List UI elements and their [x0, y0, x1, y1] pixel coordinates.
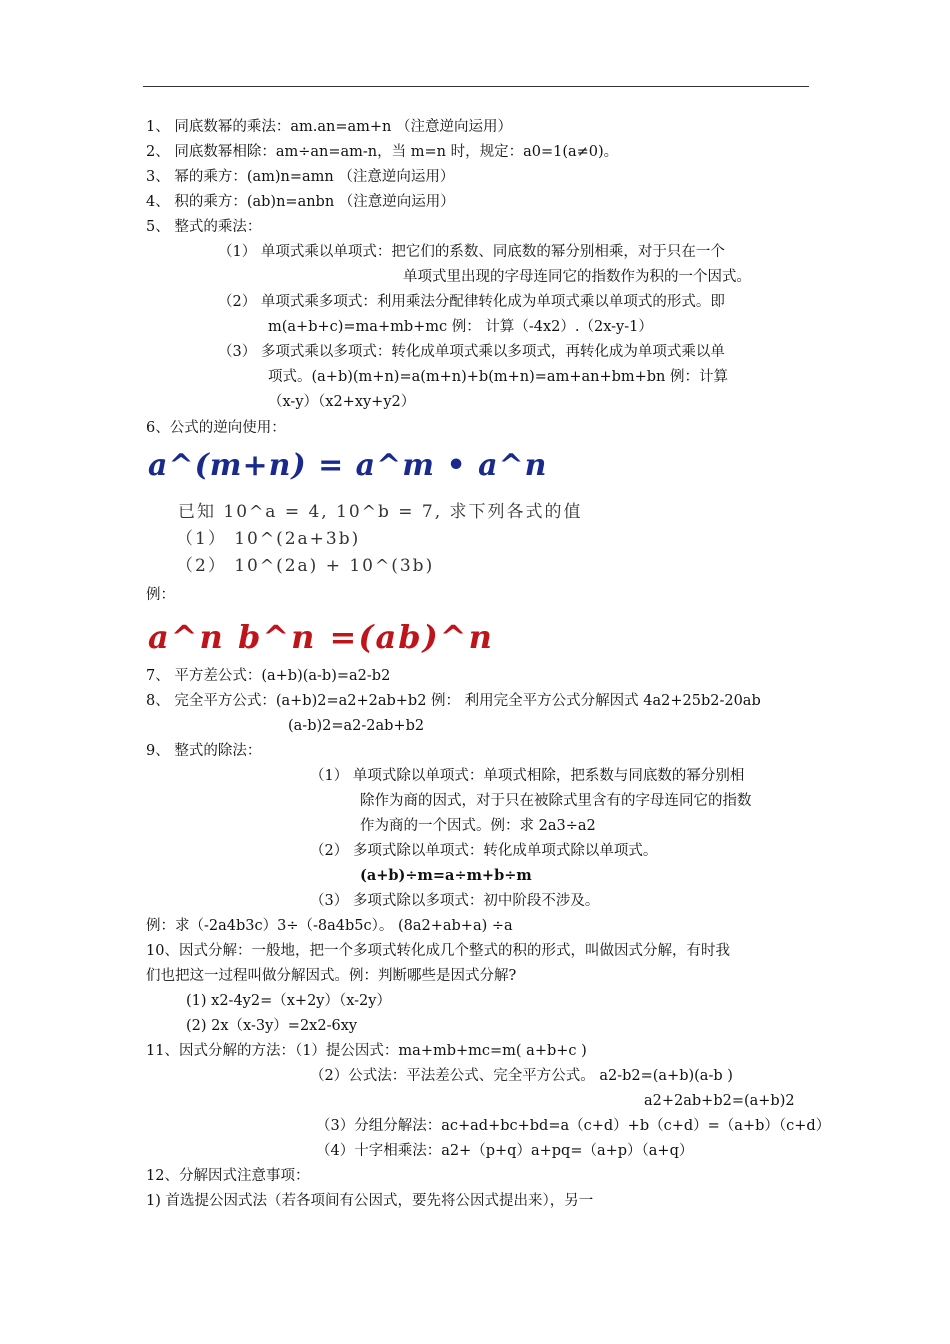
- line-3: 3、 幂的乘方：(am)n=amn （注意逆向运用）: [146, 169, 455, 185]
- line-8a: 8、 完全平方公式：(a+b)2=a2+2ab+b2 例： 利用完全平方公式分解因式 4a2+25b2-20ab: [146, 693, 761, 709]
- line-9-2a: （2） 多项式除以单项式：转化成单项式除以单项式。: [310, 843, 658, 859]
- line-2: 2、 同底数幂相除：am÷an=am-n，当 m=n 时，规定：a0=1(a≠0)。: [146, 144, 619, 160]
- line-12-1: 1) 首选提公因式法（若各项间有公因式，要先将公因式提出来），另一: [146, 1193, 594, 1209]
- line-6-example: 例：: [146, 587, 175, 603]
- line-5-3c: （x-y）（x2+xy+y2）: [268, 394, 416, 410]
- scan-question: 已知 10^a = 4, 10^b = 7, 求下列各式的值: [178, 502, 583, 522]
- line-10b: 们也把这一过程叫做分解因式。例：判断哪些是因式分解?: [146, 968, 517, 984]
- line-4: 4、 积的乘方：(ab)n=anbn （注意逆向运用）: [146, 194, 455, 210]
- header-rule: [143, 86, 809, 87]
- line-5-2b: m(a+b+c)=ma+mb+mc 例： 计算（-4x2）.（2x-y-1）: [268, 319, 653, 335]
- line-9-3: （3） 多项式除以多项式：初中阶段不涉及。: [310, 893, 600, 909]
- line-10-1: (1) x2-4y2=（x+2y）（x-2y）: [186, 993, 391, 1009]
- line-5: 5、 整式的乘法：: [146, 219, 262, 235]
- line-9: 9、 整式的除法：: [146, 743, 262, 759]
- line-5-1a: （1） 单项式乘以单项式：把它们的系数、同底数的幂分别相乘，对于只在一个: [218, 244, 725, 260]
- line-5-3b: 项式。(a+b)(m+n)=a(m+n)+b(m+n)=am+an+bm+bn 例：计算: [268, 369, 729, 385]
- line-10a: 10、因式分解：一般地，把一个多项式转化成几个整式的积的形式，叫做因式分解，有时我: [146, 943, 730, 959]
- line-9-1a: （1） 单项式除以单项式：单项式相除，把系数与同底数的幂分别相: [310, 768, 745, 784]
- line-8b: (a-b)2=a2-2ab+b2: [288, 718, 425, 734]
- line-12: 12、分解因式注意事项：: [146, 1168, 310, 1184]
- formula-image-blue: a^(m+n) = a^m • a^n: [148, 448, 548, 483]
- line-10-2: (2) 2x（x-3y）=2x2-6xy: [186, 1018, 358, 1034]
- line-11c: a2+2ab+b2=(a+b)2: [644, 1093, 795, 1109]
- line-1: 1、 同底数幂的乘法：am.an=am+n （注意逆向运用）: [146, 119, 512, 135]
- line-11a: 11、因式分解的方法：（1）提公因式：ma+mb+mc=m( a+b+c ): [146, 1043, 587, 1059]
- line-9-1c: 作为商的一个因式。例：求 2a3÷a2: [360, 818, 596, 834]
- scan-item-1: （1） 10^(2a+3b): [176, 529, 361, 549]
- line-5-1b: 单项式里出现的字母连同它的指数作为积的一个因式。: [403, 269, 751, 285]
- scan-item-2: （2） 10^(2a) + 10^(3b): [176, 556, 435, 576]
- line-11b: （2）公式法：平法差公式、完全平方公式。 a2-b2=(a+b)(a-b ): [310, 1068, 733, 1084]
- line-5-2a: （2） 单项式乘多项式：利用乘法分配律转化成为单项式乘以单项式的形式。即: [218, 294, 725, 310]
- line-7: 7、 平方差公式：(a+b)(a-b)=a2-b2: [146, 668, 391, 684]
- line-11d: （3）分组分解法：ac+ad+bc+bd=a（c+d）+b（c+d）=（a+b）（c+d）: [316, 1118, 831, 1134]
- line-6: 6、公式的逆向使用：: [146, 420, 286, 436]
- formula-image-red: a^n b^n =(ab)^n: [148, 618, 494, 656]
- line-11e: （4）十字相乘法：a2+（p+q）a+pq=（a+p）（a+q）: [316, 1143, 694, 1159]
- line-9-1b: 除作为商的因式，对于只在被除式里含有的字母连同它的指数: [360, 793, 752, 809]
- line-9-example: 例：求（-2a4b3c）3÷（-8a4b5c）。 (8a2+ab+a) ÷a: [146, 918, 513, 934]
- line-9-2b: (a+b)÷m=a÷m+b÷m: [360, 867, 532, 884]
- line-5-3a: （3） 多项式乘以多项式：转化成单项式乘以多项式，再转化成为单项式乘以单: [218, 344, 725, 360]
